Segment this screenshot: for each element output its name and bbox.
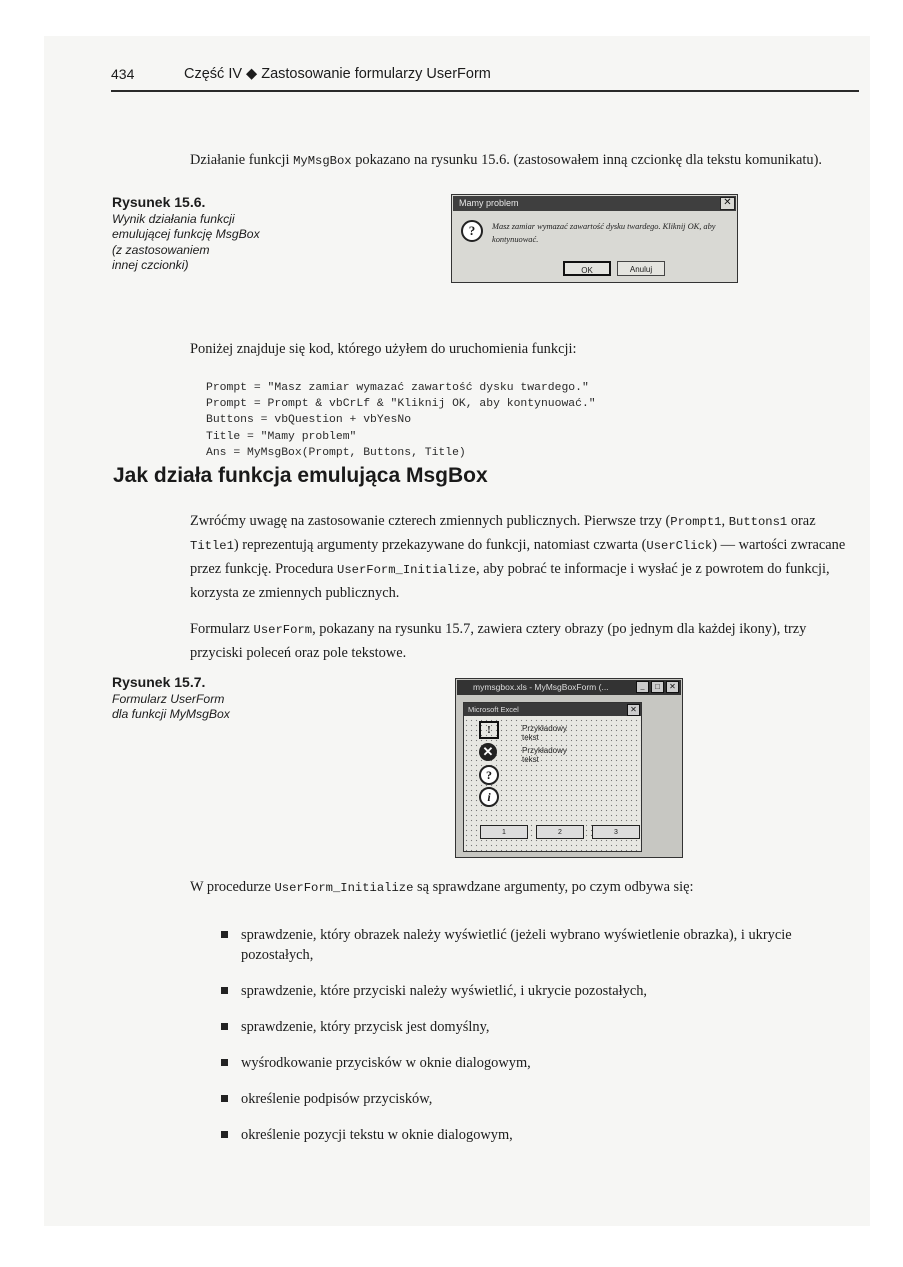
designer-window-title: mymsgbox.xls - MyMsgBoxForm (... [457, 680, 681, 695]
code-line: Prompt = Prompt & vbCrLf & "Kliknij OK, aby kontynuować." [206, 398, 596, 411]
code-line: Prompt = "Masz zamiar wymazać zawartość dysku twardego." [206, 382, 589, 394]
sample-text-label[interactable]: Przykładowy tekst [522, 724, 567, 742]
bullet-square [221, 987, 228, 994]
figure-number: Rysunek 15.6. [112, 194, 206, 210]
info-icon[interactable]: i [479, 787, 499, 807]
code-term: UserForm [253, 623, 313, 637]
dialog-message: Masz zamiar wymazać zawartość dysku twardego. Kliknij OK, aby kontynuować. [492, 222, 716, 244]
command-button-3[interactable]: 3 [592, 825, 640, 839]
list-item-text: sprawdzenie, który obrazek należy wyświetlić (jeżeli wybrano wyświetlenie obrazka), i ukrycie pozostałych, [241, 927, 792, 963]
para-text: są sprawdzane argumenty, po czym odbywa się: [413, 879, 694, 895]
sample-text-label[interactable]: Przykładowy tekst [522, 746, 567, 764]
code-term: Title1 [190, 539, 234, 553]
figure-caption-text: Formularz UserForm dla funkcji MyMsgBox [112, 692, 230, 722]
list-item [221, 925, 841, 965]
para-text: , [721, 513, 729, 529]
paragraph-public-variables [190, 510, 858, 605]
bullet-square [221, 1095, 228, 1102]
msgbox-dialog [451, 194, 738, 283]
list-item-text: określenie podpisów przycisków, [241, 1091, 433, 1107]
code-block [206, 380, 596, 461]
bullet-square [221, 931, 228, 938]
figure-number: Rysunek 15.7. [112, 674, 206, 690]
close-icon[interactable]: ✕ [627, 704, 640, 716]
para-text: , aby pobrać te informacje i wysłać je z powrotem do funkcji, korzysta ze zmiennych publicznych. [190, 561, 830, 601]
code-intro: Poniżej znajduje się kod, którego użyłem do uruchomienia funkcji: [190, 341, 577, 357]
paragraph-userform [190, 618, 858, 665]
userform-designer [455, 678, 683, 858]
code-line: Buttons = vbQuestion + vbYesNo [206, 414, 412, 427]
bullet-square [221, 1131, 228, 1138]
para-text: ) — wartości zwracane przez funkcję. Procedura [190, 537, 846, 577]
intro-text: Działanie funkcji [190, 152, 294, 168]
error-icon[interactable]: ✕ [479, 743, 497, 761]
list-item [221, 1053, 841, 1073]
code-term: MyMsgBox [293, 154, 352, 168]
form-title: Microsoft Excel [464, 703, 641, 716]
code-term: Buttons1 [728, 515, 788, 529]
question-icon: ? [461, 220, 483, 242]
list-item-text: wyśrodkowanie przycisków w oknie dialogowym, [241, 1055, 531, 1071]
list-item [221, 1089, 841, 1109]
warning-icon[interactable]: ! [479, 721, 499, 739]
intro-paragraph [190, 149, 858, 173]
para-text: W procedurze [190, 879, 275, 895]
bullet-square [221, 1059, 228, 1066]
close-icon[interactable]: ✕ [666, 681, 679, 693]
figure-15-7-caption [112, 674, 312, 723]
code-term: UserForm_Initialize [337, 563, 476, 577]
maximize-icon[interactable]: □ [651, 681, 664, 693]
window-controls [636, 681, 679, 693]
intro-text: pokazano na rysunku 15.6. (zastosowałem inną czcionkę dla tekstu komunikatu). [351, 152, 822, 168]
cancel-button[interactable]: Anuluj [617, 261, 665, 276]
bullet-list [221, 925, 841, 1161]
list-item-text: określenie pozycji tekstu w oknie dialogowym, [241, 1127, 513, 1143]
list-item [221, 981, 841, 1001]
section-heading: Jak działa funkcja emulująca MsgBox [113, 464, 488, 487]
list-item [221, 1017, 841, 1037]
page-number: 434 [111, 66, 135, 82]
userform-canvas[interactable] [463, 702, 642, 852]
code-term: UserClick [646, 539, 713, 553]
code-term: Prompt1 [670, 515, 722, 529]
list-item-text: sprawdzenie, który przycisk jest domyślny, [241, 1019, 490, 1035]
list-item-text: sprawdzenie, które przyciski należy wyświetlić, i ukrycie pozostałych, [241, 983, 647, 999]
para-text: oraz [787, 513, 816, 529]
minimize-icon[interactable]: _ [636, 681, 649, 693]
para-text: Formularz [190, 621, 254, 637]
command-button-1[interactable]: 1 [480, 825, 528, 839]
code-line: Ans = MyMsgBox(Prompt, Buttons, Title) [206, 446, 466, 459]
close-icon[interactable]: ✕ [720, 197, 735, 210]
code-line: Title = "Mamy problem" [206, 430, 357, 443]
header-rule [111, 90, 859, 92]
paragraph-initialize [190, 876, 858, 900]
code-term: UserForm_Initialize [274, 881, 414, 895]
running-head: Część IV ◆ Zastosowanie formularzy UserForm [184, 66, 491, 82]
para-text: Zwróćmy uwagę na zastosowanie czterech zmiennych publicznych. Pierwsze trzy ( [190, 513, 671, 529]
bullet-square [221, 1023, 228, 1030]
figure-15-6-caption [112, 194, 312, 274]
dialog-title: Mamy problem [453, 196, 736, 211]
question-icon[interactable]: ? [479, 765, 499, 785]
command-button-2[interactable]: 2 [536, 825, 584, 839]
para-text: , pokazany na rysunku 15.7, zawiera cztery obrazy (po jednym dla każdej ikony), trzy przyciski poleceń oraz pole tekstowe. [190, 621, 807, 661]
ok-button[interactable]: OK [563, 261, 611, 276]
list-item [221, 1125, 841, 1145]
para-text: ) reprezentują argumenty przekazywane do funkcji, natomiast czwarta ( [233, 537, 647, 553]
figure-caption-text: Wynik działania funkcji emulującej funkcję MsgBox (z zastosowaniem innej czcionki) [112, 212, 260, 273]
